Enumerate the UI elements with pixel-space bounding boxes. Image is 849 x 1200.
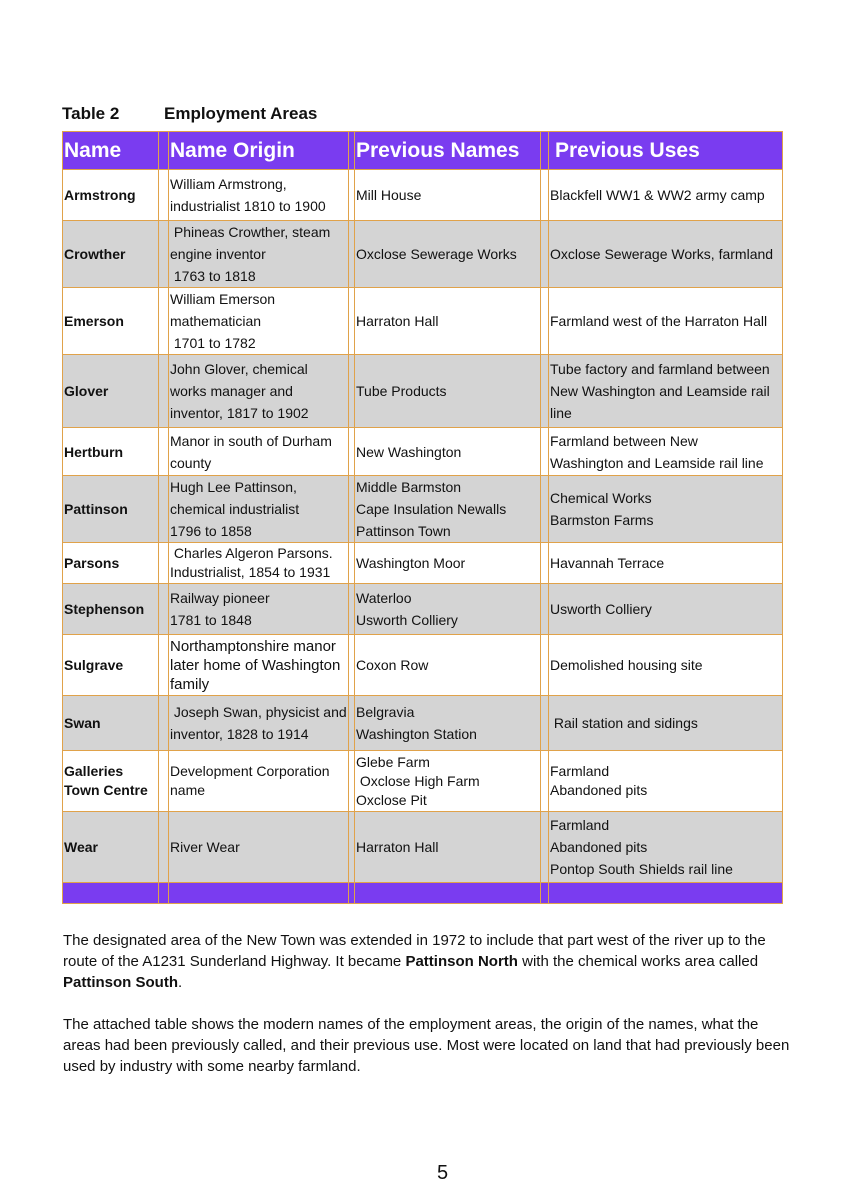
row-origin: William Armstrong, industrialist 1810 to 1900: [169, 170, 349, 221]
row-previous-names: Oxclose Sewerage Works: [355, 221, 541, 288]
header-spacer: [159, 132, 169, 170]
row-previous-names: Harraton Hall: [355, 288, 541, 355]
row-name: Parsons: [63, 543, 159, 584]
row-name: Pattinson: [63, 476, 159, 543]
row-name: Armstrong: [63, 170, 159, 221]
row-origin: John Glover, chemical works manager and inventor, 1817 to 1902: [169, 355, 349, 428]
row-previous-uses: Farmland west of the Harraton Hall: [549, 288, 783, 355]
row-origin: River Wear: [169, 812, 349, 883]
row-previous-uses: Oxclose Sewerage Works, farmland: [549, 221, 783, 288]
table-row: [63, 584, 783, 635]
paragraph-table-description: The attached table shows the modern names of the employment areas, the origin of the names, what the areas had been previously called, and their previous use. Most were located on land that had previously been used by industry with some nearby farmland.: [63, 1016, 790, 1075]
header-previous-names: Previous Names: [355, 132, 541, 170]
header-previous-uses: Previous Uses: [549, 132, 783, 170]
table-footer-row: [63, 883, 783, 904]
table-row: [63, 428, 783, 476]
table-row: [63, 288, 783, 355]
row-previous-names: Belgravia Washington Station: [355, 696, 541, 751]
table-number: Table 2: [62, 104, 120, 123]
row-name: Sulgrave: [63, 635, 159, 696]
table-row: [63, 812, 783, 883]
table-row: [63, 635, 783, 696]
table-row: [63, 543, 783, 584]
row-previous-names: Glebe Farm Oxclose High Farm Oxclose Pit: [355, 751, 541, 812]
row-name: Swan: [63, 696, 159, 751]
row-previous-uses: Farmland Abandoned pits Pontop South Shields rail line: [549, 812, 783, 883]
header-spacer: [541, 132, 549, 170]
row-origin: Joseph Swan, physicist and inventor, 1828 to 1914: [169, 696, 349, 751]
row-origin: William Emerson mathematician 1701 to 1782: [169, 288, 349, 355]
row-previous-names: Middle Barmston Cape Insulation Newalls Pattinson Town: [355, 476, 541, 543]
row-name: Emerson: [63, 288, 159, 355]
row-previous-uses: Farmland between New Washington and Leamside rail line: [549, 428, 783, 476]
row-name: Wear: [63, 812, 159, 883]
row-origin: Charles Algeron Parsons. Industrialist, 1854 to 1931: [169, 543, 349, 584]
table-title: Employment Areas: [164, 104, 318, 123]
row-previous-uses: Blackfell WW1 & WW2 army camp: [549, 170, 783, 221]
table-row: [63, 170, 783, 221]
row-previous-uses: Farmland Abandoned pits: [549, 751, 783, 812]
row-previous-names: Mill House: [355, 170, 541, 221]
table-row: [63, 476, 783, 543]
page-number: 5: [436, 1162, 449, 1184]
table-header-row: [63, 132, 783, 170]
table-row: [63, 696, 783, 751]
row-origin: Northamptonshire manor later home of Washington family: [169, 635, 349, 696]
row-previous-uses: Usworth Colliery: [549, 584, 783, 635]
header-name: Name: [63, 132, 159, 170]
header-name-origin: Name Origin: [169, 132, 349, 170]
row-origin: Railway pioneer 1781 to 1848: [169, 584, 349, 635]
row-name: Glover: [63, 355, 159, 428]
row-previous-uses: Tube factory and farmland between New Washington and Leamside rail line: [549, 355, 783, 428]
row-name: Crowther: [63, 221, 159, 288]
table-caption: [62, 104, 317, 124]
row-name: Galleries Town Centre: [63, 751, 159, 812]
row-previous-uses: Chemical Works Barmston Farms: [549, 476, 783, 543]
employment-areas-table: [62, 131, 783, 904]
row-previous-uses: Demolished housing site: [549, 635, 783, 696]
row-name: Hertburn: [63, 428, 159, 476]
bold-pattinson-south: Pattinson South: [63, 974, 178, 991]
row-previous-names: Washington Moor: [355, 543, 541, 584]
row-name: Stephenson: [63, 584, 159, 635]
row-previous-names: Waterloo Usworth Colliery: [355, 584, 541, 635]
row-origin: Phineas Crowther, steam engine inventor 1763 to 1818: [169, 221, 349, 288]
table-row: [63, 355, 783, 428]
paragraph-new-town-extension: The designated area of the New Town was extended in 1972 to include that part west of the river up to the route of the A1231 Sunderland Highway. It became Pattinson North with the chemical works area called Pattinson South.: [63, 932, 766, 991]
row-origin: Hugh Lee Pattinson, chemical industrialist 1796 to 1858: [169, 476, 349, 543]
table-row: [63, 751, 783, 812]
row-previous-names: Tube Products: [355, 355, 541, 428]
row-previous-uses: Rail station and sidings: [549, 696, 783, 751]
row-previous-names: Coxon Row: [355, 635, 541, 696]
row-previous-names: New Washington: [355, 428, 541, 476]
table-row: [63, 221, 783, 288]
row-origin: Manor in south of Durham county: [169, 428, 349, 476]
row-previous-names: Harraton Hall: [355, 812, 541, 883]
bold-pattinson-north: Pattinson North: [405, 953, 518, 970]
row-previous-uses: Havannah Terrace: [549, 543, 783, 584]
row-origin: Development Corporation name: [169, 751, 349, 812]
